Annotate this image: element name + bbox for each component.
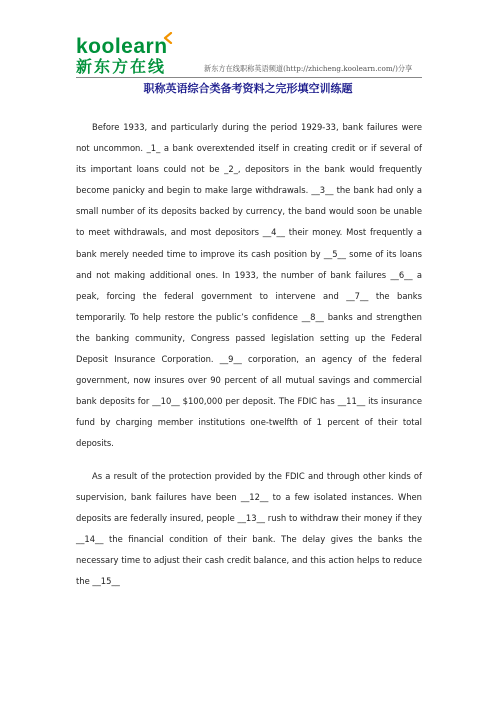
header-source-note: 新东方在线职称英语频道(http://zhicheng.koolearn.com/)分享 (204, 64, 413, 73)
chevron-left-icon (162, 32, 174, 44)
paragraph-1: Before 1933, and particularly during the period 1929-33, bank failures were not uncommon. _1_ a bank overextended itself in creating credit or if several of its important loans could not be _2_, depositors in the bank would frequently become panicky and begin to make large withdrawals. __3__ the bank had only a small number of its deposits backed by currency, the band would soon be unable to meet withdrawals, and most depositors __4__ their money. Most frequently a bank merely needed time to improve its cash position by __5__ some of its loans and not making additional ones. In 1933, the number of bank failures __6__ a peak, forcing the federal government to intervene and __7__ the banks temporarily. To help restore the public’s confidence __8__ banks and strengthen the banking community, Congress passed legislation setting up the Federal Deposit Insurance Corporation. __9__ corporation, an agency of the federal government, now insures over 90 percent of all mutual savings and commercial bank deposits for __10__ $100,000 per deposit. The FDIC has __11__ its insurance fund by charging member institutions one-twelfth of 1 percent of their total deposits. (76, 122, 422, 449)
koolearn-logo (76, 36, 186, 78)
logo-wordmark: koolearn (76, 35, 168, 58)
paragraph-2: As a result of the protection provided by the FDIC and through other kinds of supervision, bank failures have been __12__ to a few isolated instances. When deposits are federally insured, people __13__ rush to withdraw their money if they __14__ the financial condition of their bank. The delay gives the banks the necessary time to adjust their cash credit balance, and this action helps to reduce the __15__ (76, 470, 422, 586)
page-title: 职称英语综合类备考资料之完形填空训练题 (143, 82, 353, 95)
logo-chinese-name: 新东方在线 (76, 57, 167, 76)
page-header (0, 0, 496, 82)
document-body (76, 117, 422, 592)
header-divider (76, 77, 422, 78)
